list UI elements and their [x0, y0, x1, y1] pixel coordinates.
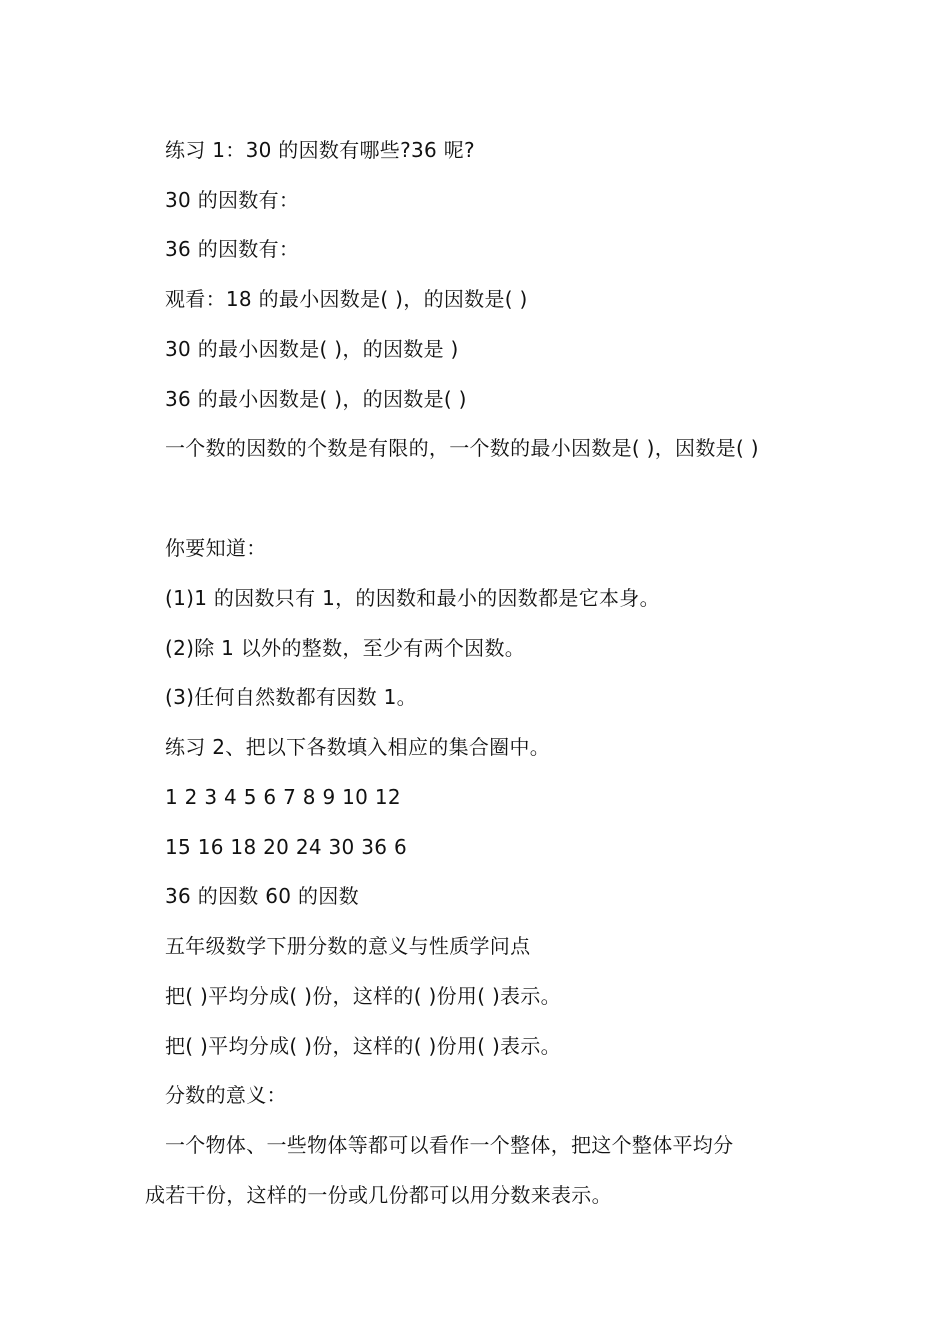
- fraction-fill-blank-1: 把( )平均分成( )份，这样的( )份用( )表示。: [165, 984, 561, 1008]
- section-title-fractions: 五年级数学下册分数的意义与性质学问点: [165, 934, 531, 958]
- exercise-2-question: 练习 2、把以下各数填入相应的集合圈中。: [165, 735, 551, 759]
- observe-18-line: 观看：18 的最小因数是( )，的因数是( ): [165, 287, 528, 311]
- number-list-2: 15 16 18 20 24 30 36 6: [165, 835, 407, 859]
- rule-2: (2)除 1 以外的整数，至少有两个因数。: [165, 636, 526, 660]
- fraction-definition-part-1: 一个物体、一些物体等都可以看作一个整体，把这个整体平均分: [165, 1133, 734, 1157]
- rule-3: (3)任何自然数都有因数 1。: [165, 685, 417, 709]
- fraction-meaning-heading: 分数的意义：: [165, 1083, 287, 1107]
- you-should-know-heading: 你要知道：: [165, 536, 267, 560]
- factor-count-conclusion: 一个数的因数的个数是有限的，一个数的最小因数是( )，因数是( ): [165, 436, 759, 460]
- set-circle-labels: 36 的因数 60 的因数: [165, 884, 359, 908]
- observe-30-line: 30 的最小因数是( )，的因数是 ): [165, 337, 459, 361]
- factors-of-36-line: 36 的因数有：: [165, 237, 300, 261]
- rule-1: (1)1 的因数只有 1，的因数和最小的因数都是它本身。: [165, 586, 660, 610]
- number-list-1: 1 2 3 4 5 6 7 8 9 10 12: [165, 785, 401, 809]
- exercise-1-question: 练习 1：30 的因数有哪些?36 呢?: [165, 138, 475, 162]
- observe-36-line: 36 的最小因数是( )，的因数是( ): [165, 387, 467, 411]
- factors-of-30-line: 30 的因数有：: [165, 188, 300, 212]
- fraction-fill-blank-2: 把( )平均分成( )份，这样的( )份用( )表示。: [165, 1034, 561, 1058]
- fraction-definition-part-2: 成若干份，这样的一份或几份都可以用分数来表示。: [145, 1183, 612, 1207]
